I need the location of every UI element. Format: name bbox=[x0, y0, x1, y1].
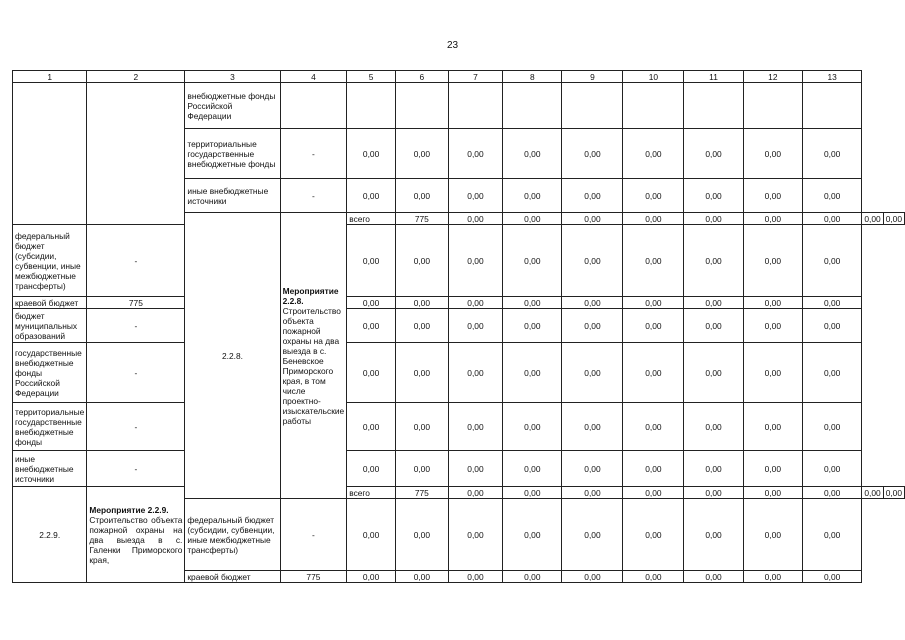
value-cell: 0,00 bbox=[448, 225, 502, 297]
value-cell: 0,00 bbox=[802, 487, 861, 499]
value-cell: 0,00 bbox=[347, 129, 396, 179]
event-cell bbox=[87, 487, 185, 583]
column-header: 13 bbox=[802, 71, 861, 83]
event-title: Мероприятие 2.2.8. bbox=[282, 285, 339, 306]
value-cell: 0,00 bbox=[395, 179, 448, 213]
value-cell: 0,00 bbox=[684, 179, 743, 213]
value-cell: 0,00 bbox=[623, 343, 684, 403]
funding-source: всего bbox=[347, 487, 396, 499]
value-cell: 0,00 bbox=[395, 343, 448, 403]
value-cell: 0,00 bbox=[743, 343, 802, 403]
value-cell: 0,00 bbox=[503, 225, 562, 297]
code-cell bbox=[280, 83, 347, 129]
value-cell: 0,00 bbox=[684, 309, 743, 343]
value-cell: 0,00 bbox=[503, 451, 562, 487]
value-cell: 0,00 bbox=[802, 499, 861, 571]
value-cell: 0,00 bbox=[562, 571, 623, 583]
column-header: 7 bbox=[448, 71, 502, 83]
value-cell: 0,00 bbox=[562, 129, 623, 179]
value-cell: 0,00 bbox=[448, 213, 502, 225]
item-number bbox=[13, 83, 87, 225]
table-body bbox=[13, 71, 905, 583]
value-cell: 0,00 bbox=[684, 487, 743, 499]
value-cell: 0,00 bbox=[623, 179, 684, 213]
value-cell: 0,00 bbox=[448, 487, 502, 499]
value-cell: 0,00 bbox=[802, 451, 861, 487]
value-cell: 0,00 bbox=[684, 129, 743, 179]
code-cell: - bbox=[280, 179, 347, 213]
table-row bbox=[13, 297, 905, 309]
value-cell: 0,00 bbox=[623, 487, 684, 499]
value-cell: 0,00 bbox=[802, 225, 861, 297]
value-cell bbox=[623, 83, 684, 129]
value-cell: 0,00 bbox=[562, 451, 623, 487]
value-cell: 0,00 bbox=[802, 179, 861, 213]
funding-source: краевой бюджет bbox=[13, 297, 87, 309]
header-row bbox=[13, 71, 905, 83]
value-cell: 0,00 bbox=[448, 179, 502, 213]
table-row bbox=[13, 83, 905, 129]
funding-source: всего bbox=[347, 213, 396, 225]
value-cell: 0,00 bbox=[623, 225, 684, 297]
value-cell: 0,00 bbox=[503, 213, 562, 225]
value-cell: 0,00 bbox=[684, 451, 743, 487]
value-cell: 0,00 bbox=[503, 343, 562, 403]
table-row bbox=[13, 343, 905, 403]
value-cell: 0,00 bbox=[347, 403, 396, 451]
code-cell: 775 bbox=[87, 297, 185, 309]
column-header: 8 bbox=[503, 71, 562, 83]
value-cell: 0,00 bbox=[623, 213, 684, 225]
column-header: 2 bbox=[87, 71, 185, 83]
table-row bbox=[13, 225, 905, 297]
value-cell: 0,00 bbox=[684, 571, 743, 583]
value-cell: 0,00 bbox=[562, 309, 623, 343]
value-cell: 0,00 bbox=[347, 297, 396, 309]
value-cell: 0,00 bbox=[448, 343, 502, 403]
value-cell: 0,00 bbox=[562, 213, 623, 225]
value-cell: 0,00 bbox=[684, 225, 743, 297]
funding-source: иные внебюджетные источники bbox=[13, 451, 87, 487]
event-title: Мероприятие 2.2.9. bbox=[89, 504, 169, 515]
value-cell: 0,00 bbox=[862, 487, 883, 499]
value-cell: 0,00 bbox=[562, 179, 623, 213]
funding-source: территориальные государственные внебюджетные фонды bbox=[13, 403, 87, 451]
table-row bbox=[13, 451, 905, 487]
value-cell: 0,00 bbox=[503, 403, 562, 451]
value-cell: 0,00 bbox=[503, 499, 562, 571]
value-cell: 0,00 bbox=[448, 403, 502, 451]
code-cell: - bbox=[280, 499, 347, 571]
column-header: 6 bbox=[395, 71, 448, 83]
value-cell: 0,00 bbox=[623, 309, 684, 343]
value-cell: 0,00 bbox=[743, 499, 802, 571]
value-cell: 0,00 bbox=[743, 225, 802, 297]
value-cell: 0,00 bbox=[395, 309, 448, 343]
value-cell: 0,00 bbox=[862, 213, 883, 225]
value-cell: 0,00 bbox=[347, 451, 396, 487]
value-cell: 0,00 bbox=[883, 213, 904, 225]
value-cell: 0,00 bbox=[743, 403, 802, 451]
code-cell: - bbox=[87, 403, 185, 451]
value-cell: 0,00 bbox=[743, 129, 802, 179]
value-cell bbox=[347, 83, 396, 129]
value-cell: 0,00 bbox=[562, 225, 623, 297]
value-cell: 0,00 bbox=[395, 499, 448, 571]
value-cell: 0,00 bbox=[448, 571, 502, 583]
value-cell: 0,00 bbox=[623, 297, 684, 309]
value-cell: 0,00 bbox=[448, 499, 502, 571]
value-cell: 0,00 bbox=[395, 297, 448, 309]
value-cell: 0,00 bbox=[503, 571, 562, 583]
value-cell: 0,00 bbox=[802, 213, 861, 225]
column-header: 10 bbox=[623, 71, 684, 83]
value-cell: 0,00 bbox=[623, 571, 684, 583]
value-cell: 0,00 bbox=[684, 403, 743, 451]
value-cell bbox=[395, 83, 448, 129]
value-cell bbox=[802, 83, 861, 129]
value-cell: 0,00 bbox=[562, 343, 623, 403]
value-cell: 0,00 bbox=[883, 487, 904, 499]
value-cell: 0,00 bbox=[503, 487, 562, 499]
funding-source: федеральный бюджет (субсидии, субвенции, иные межбюджетные трансферты) bbox=[185, 499, 280, 571]
value-cell bbox=[448, 83, 502, 129]
value-cell: 0,00 bbox=[562, 297, 623, 309]
value-cell: 0,00 bbox=[684, 343, 743, 403]
value-cell: 0,00 bbox=[623, 451, 684, 487]
code-cell: - bbox=[87, 343, 185, 403]
value-cell: 0,00 bbox=[395, 129, 448, 179]
value-cell: 0,00 bbox=[503, 179, 562, 213]
value-cell: 0,00 bbox=[743, 297, 802, 309]
value-cell bbox=[743, 83, 802, 129]
value-cell: 0,00 bbox=[503, 309, 562, 343]
value-cell: 0,00 bbox=[684, 499, 743, 571]
value-cell: 0,00 bbox=[802, 403, 861, 451]
value-cell: 0,00 bbox=[743, 213, 802, 225]
value-cell: 0,00 bbox=[623, 403, 684, 451]
page-number: 23 bbox=[446, 40, 459, 51]
value-cell: 0,00 bbox=[802, 129, 861, 179]
value-cell: 0,00 bbox=[684, 297, 743, 309]
item-number: 2.2.9. bbox=[13, 487, 87, 583]
column-header: 5 bbox=[347, 71, 396, 83]
table-row bbox=[13, 487, 905, 499]
value-cell: 0,00 bbox=[743, 487, 802, 499]
value-cell: 0,00 bbox=[503, 129, 562, 179]
code-cell: 775 bbox=[280, 571, 347, 583]
event-cell bbox=[87, 83, 185, 225]
code-cell: - bbox=[280, 129, 347, 179]
funding-source: федеральный бюджет (субсидии, субвенции, иные межбюджетные трансферты) bbox=[13, 225, 87, 297]
value-cell: 0,00 bbox=[623, 129, 684, 179]
column-header: 1 bbox=[13, 71, 87, 83]
value-cell: 0,00 bbox=[743, 309, 802, 343]
value-cell: 0,00 bbox=[503, 297, 562, 309]
value-cell: 0,00 bbox=[802, 571, 861, 583]
funding-source: иные внебюджетные источники bbox=[185, 179, 280, 213]
value-cell: 0,00 bbox=[743, 179, 802, 213]
column-header: 11 bbox=[684, 71, 743, 83]
value-cell: 0,00 bbox=[562, 403, 623, 451]
value-cell: 0,00 bbox=[347, 179, 396, 213]
value-cell bbox=[503, 83, 562, 129]
value-cell: 0,00 bbox=[448, 451, 502, 487]
value-cell: 0,00 bbox=[395, 571, 448, 583]
value-cell: 0,00 bbox=[743, 451, 802, 487]
value-cell: 0,00 bbox=[347, 571, 396, 583]
value-cell: 0,00 bbox=[743, 571, 802, 583]
value-cell: 0,00 bbox=[347, 309, 396, 343]
value-cell: 0,00 bbox=[395, 403, 448, 451]
value-cell: 0,00 bbox=[395, 451, 448, 487]
value-cell: 0,00 bbox=[802, 297, 861, 309]
value-cell bbox=[562, 83, 623, 129]
budget-table bbox=[12, 70, 905, 583]
item-number: 2.2.8. bbox=[185, 213, 280, 499]
funding-source: краевой бюджет bbox=[185, 571, 280, 583]
value-cell: 0,00 bbox=[347, 225, 396, 297]
value-cell: 0,00 bbox=[802, 343, 861, 403]
funding-source: государственные внебюджетные фонды Российской Федерации bbox=[13, 343, 87, 403]
table-row bbox=[13, 403, 905, 451]
code-cell: - bbox=[87, 309, 185, 343]
column-header: 12 bbox=[743, 71, 802, 83]
value-cell: 0,00 bbox=[562, 499, 623, 571]
value-cell: 0,00 bbox=[448, 309, 502, 343]
table-row bbox=[13, 309, 905, 343]
funding-source: внебюджетные фонды Российской Федерации bbox=[185, 83, 280, 129]
column-header: 4 bbox=[280, 71, 347, 83]
event-description: Строительство объекта пожарной охраны на два выезда в с. Галенки Приморского края, bbox=[89, 514, 183, 565]
code-cell: - bbox=[87, 225, 185, 297]
code-cell: 775 bbox=[395, 487, 448, 499]
value-cell: 0,00 bbox=[347, 343, 396, 403]
value-cell: 0,00 bbox=[448, 129, 502, 179]
value-cell: 0,00 bbox=[802, 309, 861, 343]
value-cell: 0,00 bbox=[395, 225, 448, 297]
event-description: Строительство объекта пожарной охраны на два выезда в с. Беневское Приморского края, в том числе проектно-изыскательские работы bbox=[282, 305, 345, 426]
value-cell bbox=[684, 83, 743, 129]
value-cell: 0,00 bbox=[448, 297, 502, 309]
column-header: 9 bbox=[562, 71, 623, 83]
value-cell: 0,00 bbox=[623, 499, 684, 571]
funding-source: бюджет муниципальных образований bbox=[13, 309, 87, 343]
event-cell bbox=[280, 213, 347, 499]
funding-source: территориальные государственные внебюджетные фонды bbox=[185, 129, 280, 179]
code-cell: - bbox=[87, 451, 185, 487]
value-cell: 0,00 bbox=[684, 213, 743, 225]
column-header: 3 bbox=[185, 71, 280, 83]
code-cell: 775 bbox=[395, 213, 448, 225]
value-cell: 0,00 bbox=[562, 487, 623, 499]
value-cell: 0,00 bbox=[347, 499, 396, 571]
